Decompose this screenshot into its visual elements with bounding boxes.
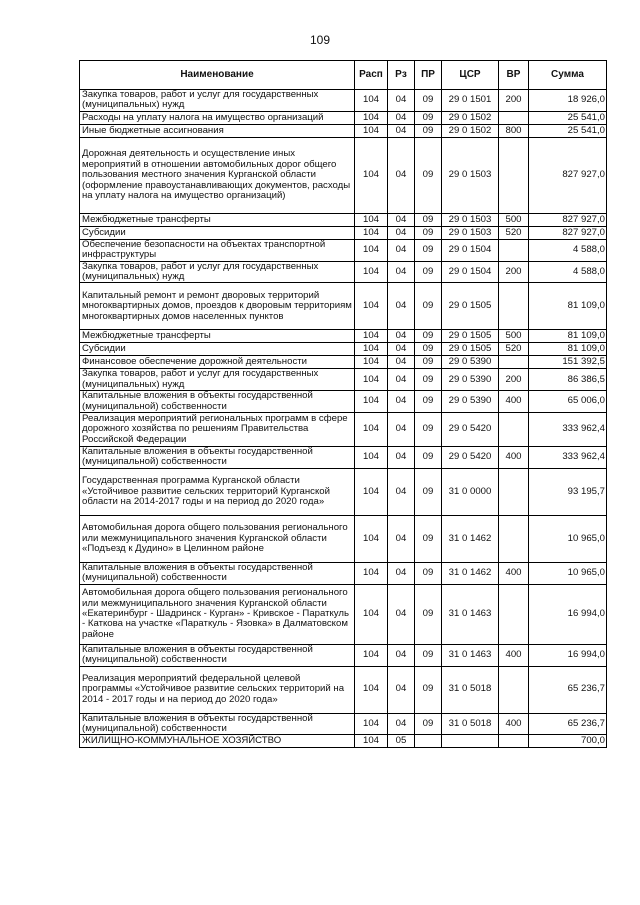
cell-sum: 4 588,0 [529,261,607,283]
table-row [80,735,607,748]
cell-csr: 31 0 5018 [442,666,499,713]
cell-name: Расходы на уплату налога на имущество организаций [80,111,355,124]
cell-csr: 31 0 5018 [442,713,499,735]
table-row [80,666,607,713]
cell-pr: 09 [415,447,442,469]
cell-rz: 04 [388,226,415,239]
cell-name: Межбюджетные трансферты [80,213,355,226]
cell-rz: 04 [388,515,415,562]
cell-sum: 65 006,0 [529,391,607,413]
cell-rasp: 104 [355,468,388,515]
cell-name: Межбюджетные трансферты [80,330,355,343]
cell-vr [499,111,529,124]
cell-vr: 400 [499,713,529,735]
table-row [80,644,607,666]
cell-rasp: 104 [355,584,388,644]
cell-sum: 333 962,4 [529,447,607,469]
cell-pr: 09 [415,584,442,644]
cell-vr [499,137,529,213]
cell-vr [499,584,529,644]
cell-rz: 04 [388,369,415,391]
cell-name: Автомобильная дорога общего пользования регионального или межмуниципального значения Курганской области «Екатеринбург - Шадринск - Курган» - Кривское - Параткуль - Каткова на участке «Параткуль - Язовка» в Далматовском районе [80,584,355,644]
cell-pr: 09 [415,369,442,391]
cell-csr [442,735,499,748]
header-sum: Сумма [529,61,607,90]
table-row [80,226,607,239]
cell-pr [415,735,442,748]
table-row [80,413,607,447]
cell-name: Автомобильная дорога общего пользования регионального или межмуниципального значения Курганской области «Подъезд к Дудино» в Целинном районе [80,515,355,562]
cell-name: Дорожная деятельность и осуществление иных мероприятий в отношении автомобильных дорог общего пользования местного значения Курганской области (оформление правоустанавливающих документов, расходы на уплату налога на имущество организаций) [80,137,355,213]
cell-vr: 520 [499,343,529,356]
cell-name: Обеспечение безопасности на объектах транспортной инфраструктуры [80,239,355,261]
cell-rasp: 104 [355,447,388,469]
cell-name: Финансовое обеспечение дорожной деятельности [80,356,355,369]
cell-rz: 04 [388,644,415,666]
table-row [80,261,607,283]
header-rz: Рз [388,61,415,90]
cell-vr: 200 [499,261,529,283]
cell-name: Субсидии [80,343,355,356]
cell-vr: 800 [499,124,529,137]
table-row [80,239,607,261]
header-vr: ВР [499,61,529,90]
cell-name: Государственная программа Курганской области «Устойчивое развитие сельских территорий Курганской области на 2014-2017 годы и на период до 2020 года» [80,468,355,515]
cell-rz: 04 [388,261,415,283]
table-row [80,447,607,469]
cell-rz: 04 [388,330,415,343]
cell-vr [499,356,529,369]
cell-pr: 09 [415,283,442,330]
cell-rasp: 104 [355,330,388,343]
cell-rz: 04 [388,124,415,137]
cell-pr: 09 [415,90,442,112]
cell-csr: 29 0 1505 [442,283,499,330]
cell-rz: 05 [388,735,415,748]
cell-rasp: 104 [355,713,388,735]
cell-vr [499,468,529,515]
cell-sum: 827 927,0 [529,226,607,239]
cell-rasp: 104 [355,111,388,124]
cell-sum: 81 109,0 [529,330,607,343]
cell-csr: 29 0 5390 [442,391,499,413]
cell-sum: 151 392,5 [529,356,607,369]
cell-pr: 09 [415,111,442,124]
cell-rasp: 104 [355,369,388,391]
cell-sum: 93 195,7 [529,468,607,515]
cell-name: Капитальные вложения в объекты государственной (муниципальной) собственности [80,391,355,413]
cell-pr: 09 [415,226,442,239]
cell-csr: 29 0 1504 [442,239,499,261]
cell-sum: 827 927,0 [529,213,607,226]
cell-name: Закупка товаров, работ и услуг для государственных (муниципальных) нужд [80,90,355,112]
cell-pr: 09 [415,137,442,213]
cell-rasp: 104 [355,239,388,261]
cell-name: Капитальные вложения в объекты государственной (муниципальной) собственности [80,713,355,735]
table-row [80,137,607,213]
header-name: Наименование [80,61,355,90]
cell-sum: 16 994,0 [529,584,607,644]
cell-vr: 520 [499,226,529,239]
cell-rasp: 104 [355,213,388,226]
cell-pr: 09 [415,356,442,369]
cell-rz: 04 [388,713,415,735]
table-row [80,391,607,413]
cell-rz: 04 [388,213,415,226]
cell-csr: 29 0 5390 [442,369,499,391]
cell-name: Капитальные вложения в объекты государственной (муниципальной) собственности [80,562,355,584]
cell-rasp: 104 [355,90,388,112]
cell-sum: 25 541,0 [529,124,607,137]
cell-csr: 29 0 1502 [442,111,499,124]
cell-name: ЖИЛИЩНО-КОММУНАЛЬНОЕ ХОЗЯЙСТВО [80,735,355,748]
cell-csr: 31 0 1463 [442,584,499,644]
cell-csr: 29 0 5420 [442,413,499,447]
cell-name: Закупка товаров, работ и услуг для государственных (муниципальных) нужд [80,261,355,283]
table-body [80,90,607,748]
cell-rz: 04 [388,356,415,369]
cell-rasp: 104 [355,391,388,413]
table-row [80,369,607,391]
cell-sum: 65 236,7 [529,713,607,735]
cell-rasp: 104 [355,562,388,584]
cell-vr [499,239,529,261]
cell-vr: 400 [499,644,529,666]
cell-rz: 04 [388,111,415,124]
cell-pr: 09 [415,124,442,137]
cell-pr: 09 [415,261,442,283]
cell-csr: 31 0 1463 [442,644,499,666]
cell-rasp: 104 [355,283,388,330]
cell-pr: 09 [415,413,442,447]
table-row [80,713,607,735]
cell-vr [499,515,529,562]
cell-sum: 10 965,0 [529,562,607,584]
cell-vr [499,283,529,330]
table-row [80,356,607,369]
cell-rasp: 104 [355,666,388,713]
cell-name: Субсидии [80,226,355,239]
cell-csr: 29 0 1505 [442,343,499,356]
cell-csr: 29 0 1501 [442,90,499,112]
cell-sum: 18 926,0 [529,90,607,112]
cell-vr: 200 [499,369,529,391]
cell-rz: 04 [388,413,415,447]
cell-rasp: 104 [355,137,388,213]
cell-vr: 500 [499,330,529,343]
cell-csr: 29 0 5390 [442,356,499,369]
cell-rz: 04 [388,468,415,515]
cell-rz: 04 [388,283,415,330]
table-row [80,124,607,137]
cell-rz: 04 [388,584,415,644]
cell-rasp: 104 [355,226,388,239]
table-row [80,283,607,330]
cell-name: Капитальные вложения в объекты государственной (муниципальной) собственности [80,644,355,666]
table-row [80,343,607,356]
cell-vr [499,735,529,748]
cell-csr: 31 0 0000 [442,468,499,515]
table-row [80,515,607,562]
cell-vr: 200 [499,90,529,112]
page-number: 109 [309,33,331,47]
cell-pr: 09 [415,213,442,226]
cell-vr: 400 [499,447,529,469]
cell-csr: 29 0 1503 [442,226,499,239]
cell-csr: 31 0 1462 [442,515,499,562]
cell-pr: 09 [415,515,442,562]
cell-rasp: 104 [355,261,388,283]
cell-vr [499,413,529,447]
cell-pr: 09 [415,239,442,261]
cell-rasp: 104 [355,735,388,748]
cell-pr: 09 [415,391,442,413]
cell-rasp: 104 [355,644,388,666]
cell-vr: 500 [499,213,529,226]
cell-csr: 31 0 1462 [442,562,499,584]
table-row [80,90,607,112]
cell-rz: 04 [388,90,415,112]
cell-pr: 09 [415,644,442,666]
cell-sum: 25 541,0 [529,111,607,124]
cell-rz: 04 [388,239,415,261]
cell-rz: 04 [388,666,415,713]
cell-rasp: 104 [355,356,388,369]
cell-rz: 04 [388,391,415,413]
cell-pr: 09 [415,713,442,735]
cell-name: Иные бюджетные ассигнования [80,124,355,137]
budget-table [79,60,607,748]
cell-csr: 29 0 1502 [442,124,499,137]
cell-sum: 65 236,7 [529,666,607,713]
cell-vr [499,666,529,713]
cell-sum: 81 109,0 [529,283,607,330]
cell-rasp: 104 [355,515,388,562]
header-pr: ПР [415,61,442,90]
cell-csr: 29 0 1503 [442,213,499,226]
cell-sum: 333 962,4 [529,413,607,447]
cell-rasp: 104 [355,124,388,137]
cell-pr: 09 [415,468,442,515]
cell-sum: 10 965,0 [529,515,607,562]
table-row [80,213,607,226]
cell-rz: 04 [388,343,415,356]
cell-name: Капитальные вложения в объекты государственной (муниципальной) собственности [80,447,355,469]
table-row [80,562,607,584]
cell-sum: 16 994,0 [529,644,607,666]
cell-rz: 04 [388,137,415,213]
cell-rasp: 104 [355,413,388,447]
cell-name: Реализация мероприятий региональных программ в сфере дорожного хозяйства по решениям Правительства Российской Федерации [80,413,355,447]
cell-sum: 827 927,0 [529,137,607,213]
cell-pr: 09 [415,666,442,713]
cell-name: Закупка товаров, работ и услуг для государственных (муниципальных) нужд [80,369,355,391]
cell-csr: 29 0 1505 [442,330,499,343]
header-csr: ЦСР [442,61,499,90]
cell-rz: 04 [388,562,415,584]
cell-csr: 29 0 1503 [442,137,499,213]
cell-pr: 09 [415,562,442,584]
cell-pr: 09 [415,343,442,356]
cell-csr: 29 0 5420 [442,447,499,469]
cell-sum: 4 588,0 [529,239,607,261]
cell-csr: 29 0 1504 [442,261,499,283]
cell-pr: 09 [415,330,442,343]
table-header [80,61,607,90]
table-row [80,330,607,343]
cell-rz: 04 [388,447,415,469]
cell-vr: 400 [499,391,529,413]
cell-name: Реализация мероприятий федеральной целевой программы «Устойчивое развитие сельских территорий на 2014 - 2017 годы и на период до 2020 года» [80,666,355,713]
cell-vr: 400 [499,562,529,584]
cell-sum: 86 386,5 [529,369,607,391]
cell-sum: 81 109,0 [529,343,607,356]
table-row [80,111,607,124]
cell-sum: 700,0 [529,735,607,748]
table-row [80,584,607,644]
header-rasp: Расп [355,61,388,90]
cell-name: Капитальный ремонт и ремонт дворовых территорий многоквартирных домов, проездов к дворовым территориям многоквартирных домов населенных пунктов [80,283,355,330]
cell-rasp: 104 [355,343,388,356]
table-row [80,468,607,515]
